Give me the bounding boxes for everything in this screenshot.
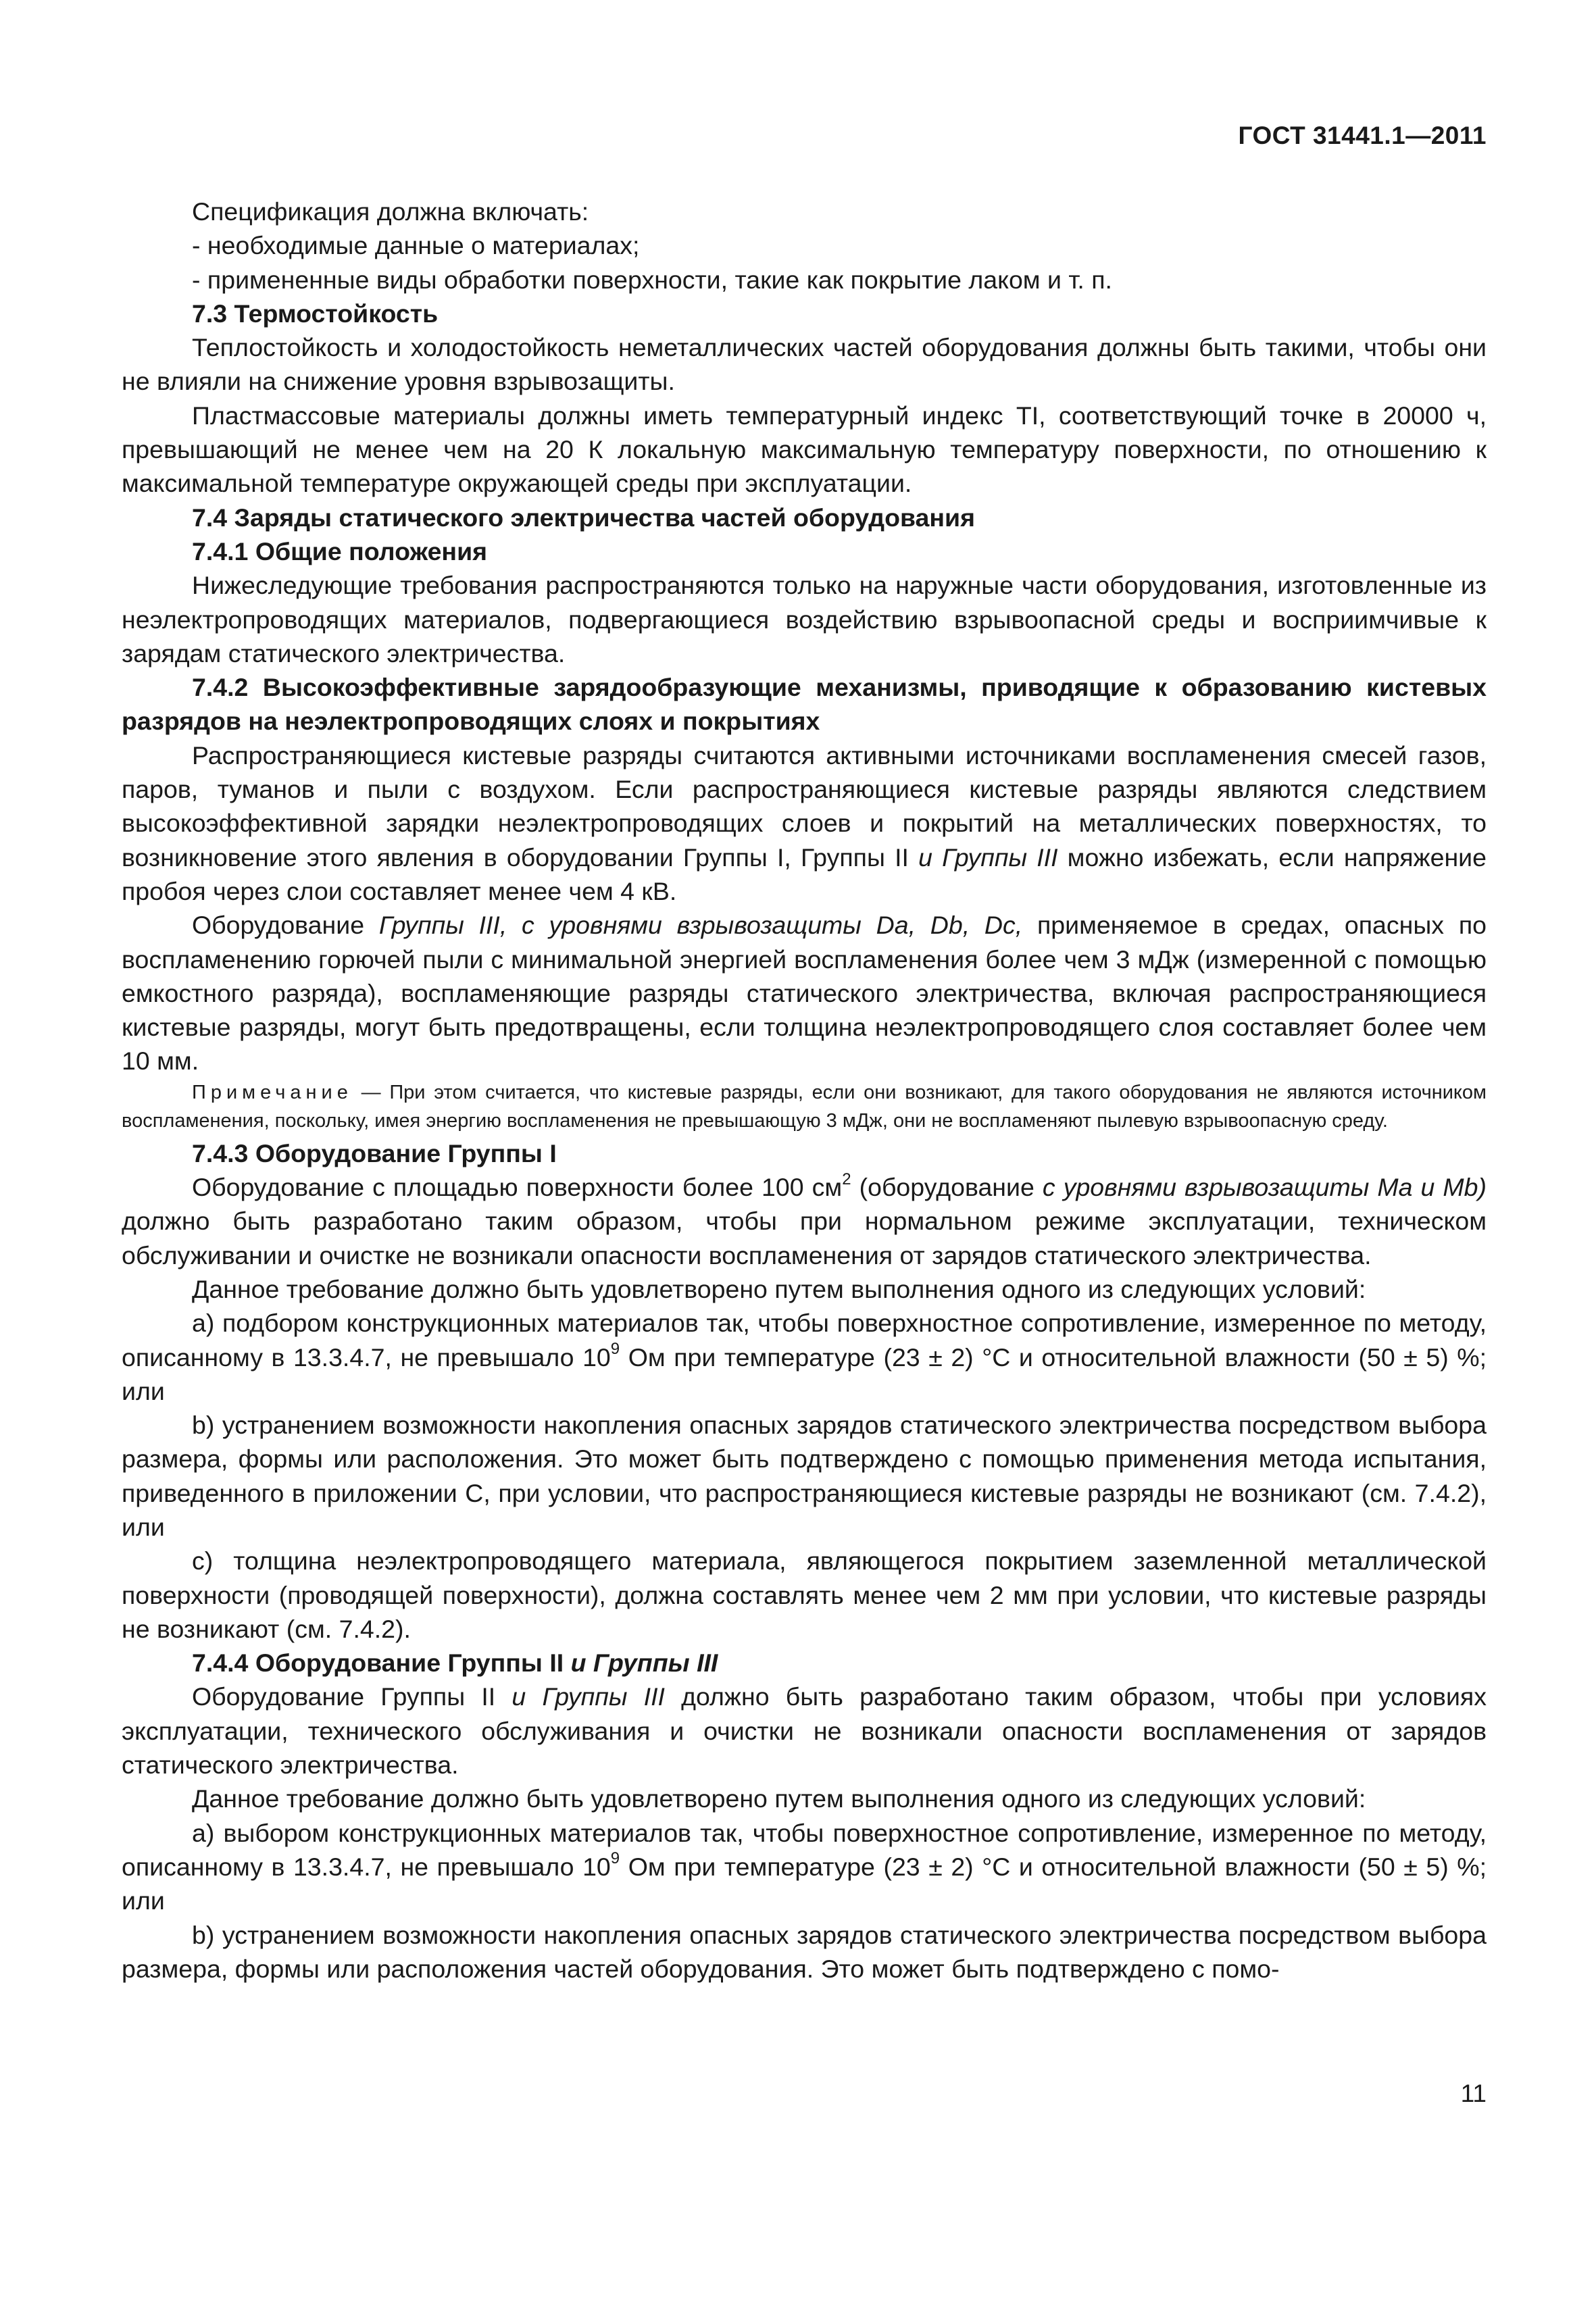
paragraph: Данное требование должно быть удовлетворено путем выполнения одного из следующих условий: [192,1274,1366,1303]
list-item: а) выбором конструкционных материалов так, чтобы поверхностное сопротивление, измеренное по методу, описанному в 13.3.4.7, не превышало $10^9$ Ом при температуре (23 ± 2) °С и относительной влажности (50 ± 5) %; или [122,1818,1487,1915]
section-heading: 7.4.1 Общие положения [192,536,488,565]
note: Примечание — При этом считается, что кистевые разряды, если они возникают, для такого оборудования не являются источником воспламенения, поскольку, имея энергию воспламенения не превышающую 3 мДж, они не воспламеняют пылевую взрывоопасную среду. [122,1081,1487,1132]
list-item: b) устранением возможности накопления опасных зарядов статического электричества посредством выбора размера, формы или расположения частей оборудования. Это может быть подтверждено с помо- [122,1920,1487,1983]
paragraph: Нижеследующие требования распространяются только на наружные части оборудования, изготовленные из неэлектропроводящих материалов, подвергающиеся воздействию взрывоопасной среды и восприимчивые к зарядам статического электричества. [122,571,1487,668]
paragraph: Пластмассовые материалы должны иметь температурный индекс TI, соответствующий точке в 20000 ч, превышающий не менее чем на 20 К локальную максимальную температуру поверхности, по отношению к максимальной температуре окружающей среды при эксплуатации. [122,401,1487,498]
paragraph: Оборудование Группы II и Группы III должно быть разработано таким образом, чтобы при условиях эксплуатации, технического обслуживания и очистки не возникали опасности воспламенения от зарядов статического электричества. [122,1682,1487,1780]
list-item: b) устранением возможности накопления опасных зарядов статического электричества посредством выбора размера, формы или расположения. Это может быть подтверждено с помощью применения метода испытания, приведенного в приложении С, при условии, что распространяющиеся кистевые разряды не возникают (см. 7.4.2), или [122,1411,1487,1541]
section-heading: 7.3 Термостойкость [192,299,439,328]
section-heading: 7.4.4 Оборудование Группы II и Группы III [192,1649,718,1678]
document-code: ГОСТ 31441.1—2011 [1238,122,1487,149]
paragraph: Распространяющиеся кистевые разряды считаются активными источниками воспламенения смесей газов, паров, туманов и пыли с воздухом. Если распространяющиеся кистевые разряды являются следствием высокоэффективной зарядки неэлектропроводящих слоев и покрытий на металлических поверхностях, то возникновение этого явления в оборудовании Группы I, Группы II и Группы III можно избежать, если напряжение пробоя через слои составляет менее чем 4 кВ. [122,740,1487,905]
paragraph: Данное требование должно быть удовлетворено путем выполнения одного из следующих условий: [192,1784,1366,1813]
paragraph: Оборудование Группы III, с уровнями взрывозащиты Da, Db, Dc, применяемое в средах, опасных по воспламенению горючей пыли с минимальной энергией воспламенения более чем 3 мДж (измеренной с помощью емкостного разряда), воспламеняющие разряды статического электричества, включая распространяющиеся кистевые разряды, могут быть предотвращены, если толщина неэлектропроводящего слоя составляет более чем 10 мм. [122,911,1487,1076]
paragraph: Оборудование с площадью поверхности более 100 $см^2$ (оборудование с уровнями взрывозащиты Ma и Mb) должно быть разработано таким образом, чтобы при нормальном режиме эксплуатации, техническом обслуживании и очистке не возникали опасности воспламенения от зарядов статического электричества. [122,1169,1487,1269]
section-heading: 7.4 Заряды статического электричества частей оборудования [192,503,975,532]
paragraph: Спецификация должна включать: [192,197,589,226]
section-heading: 7.4.2 Высокоэффективные зарядообразующие механизмы, приводящие к образованию кистевых разрядов на неэлектропроводящих слоях и покрытиях [122,673,1487,736]
paragraph: Теплостойкость и холодостойкость неметаллических частей оборудования должны быть такими, чтобы они не влияли на снижение уровня взрывозащиты. [122,333,1487,396]
list-item: с) толщина неэлектропроводящего материала, являющегося покрытием заземленной металлической поверхности (проводящей поверхности), должна составлять менее чем 2 мм при условии, что кистевые разряды не возникают (см. 7.4.2). [122,1546,1487,1643]
page-number: 11 [1460,2080,1487,2107]
section-heading: 7.4.3 Оборудование Группы I [192,1138,557,1167]
list-item: - необходимые данные о материалах; [192,231,640,260]
list-item: а) подбором конструкционных материалов так, чтобы поверхностное сопротивление, измеренное по методу, описанному в 13.3.4.7, не превышало $10^9$ Ом при температуре (23 ± 2) °С и относительной влажности (50 ± 5) %; или [122,1309,1487,1405]
list-item: - примененные виды обработки поверхности, такие как покрытие лаком и т. п. [192,265,1112,294]
document-body [122,195,1487,1986]
